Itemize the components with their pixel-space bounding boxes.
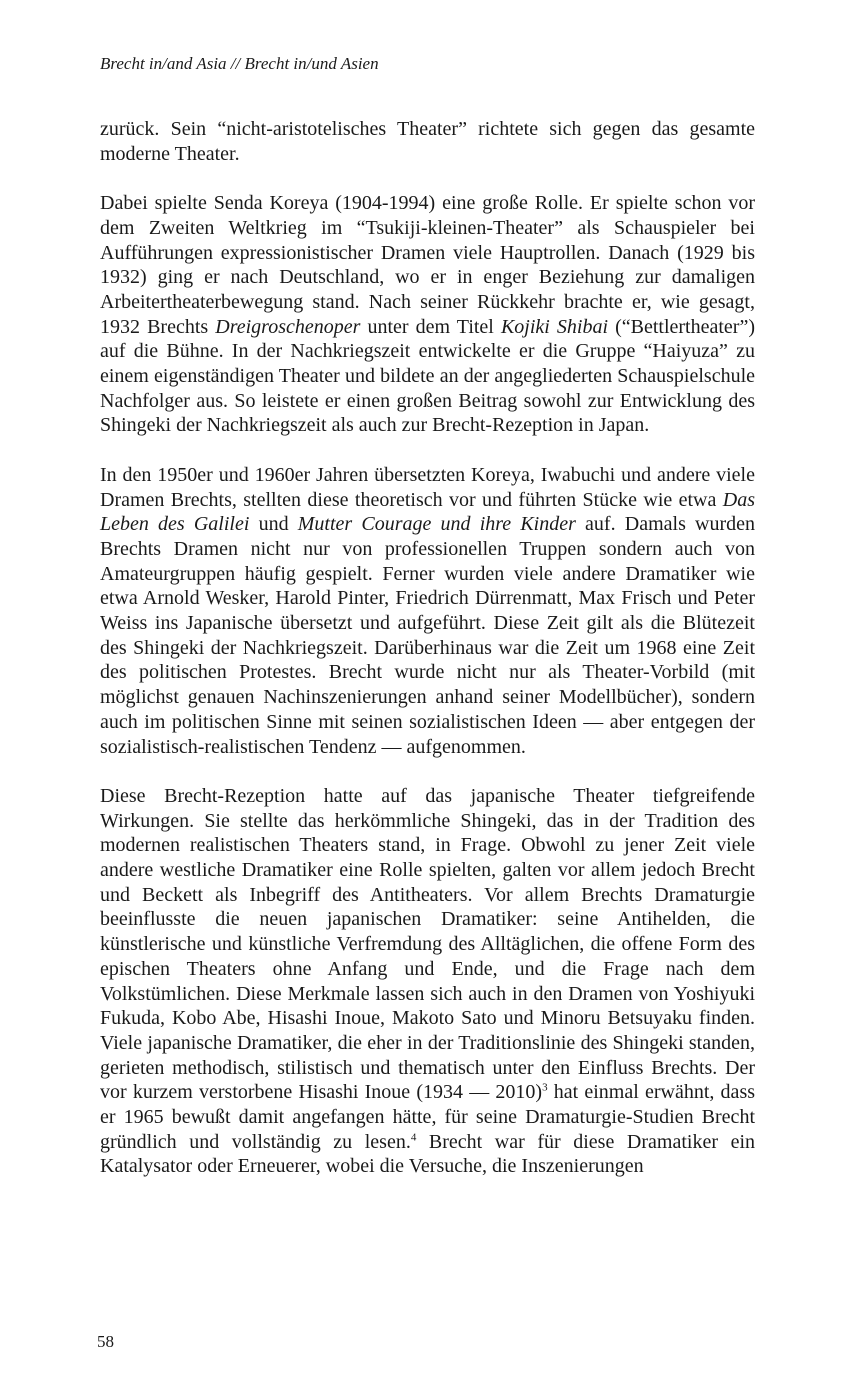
text-run: (“Bettlertheater”) auf die Bühne. In der Nachkriegszeit entwickelte er die Gruppe “Haiyuza” zu einem eigenständigen Theater und bildete an der angegliederten Schauspielschule Nachfolger aus. So leistete er einen großen Beitrag sowohl zur Entwicklung des Shingeki der Nachkriegszeit als auch zur Brecht-Rezeption in Japan. bbox=[100, 315, 755, 437]
text-run: unter dem Titel bbox=[360, 315, 501, 338]
text-run: In den 1950er und 1960er Jahren übersetzten Koreya, Iwabuchi und andere viele Dramen Brechts, stellten diese theoretisch vor und führten Stücke wie etwa bbox=[100, 463, 755, 511]
italic-title: Mutter Courage und ihre Kinder bbox=[297, 513, 576, 536]
page-number: 58 bbox=[97, 1332, 114, 1351]
text-run: Diese Brecht-Rezeption hatte auf das japanische Theater tiefgreifende Wirkungen. Sie stellte das herkömmliche Shingeki, das in der Tradition des modernen realistischen Theaters stand, in Frage. Obwohl zu jener Zeit viele andere westliche Dramatiker eine Rolle spielten, galten vor allem jedoch Brecht und Beckett als Inbegriff des Antitheaters. Vor allem Brechts Dramaturgie beeinflusste die neuen japanischen Dramatiker: seine Antihelden, die künstlerische und künstliche Verfremdung des Alltäglichen, die offene Form des epischen Theaters ohne Anfang und Ende, und die Frage nach dem Volkstümlichen. Diese Merkmale lassen sich auch in den Dramen von Yoshiyuki Fukuda, Kobo Abe, Hisashi Inoue, Makoto Sato und Minoru Betsuyaku finden. Viele japanische Dramatiker, die eher in der Traditionslinie des Shingeki standen, gerieten methodisch, stilistisch und thematisch unter den Einfluss Brechts. Der vor kurzem verstorbene Hisashi Inoue (1934 — 2010) bbox=[100, 784, 755, 1104]
text-run: hat einmal erwähnt, dass er 1965 bewußt damit angefangen hätte, für seine Dramaturgie-Studien Brecht gründlich und vollständig zu lesen. bbox=[100, 1081, 756, 1153]
footnote-marker: 3 bbox=[542, 1081, 548, 1094]
text-run: Brecht war für diese Dramatiker ein Katalysator oder Erneuerer, wobei die Versuche, die Inszenierungen bbox=[100, 1130, 755, 1178]
text-run: zurück. Sein “nicht-aristotelisches Theater” richtete sich gegen das gesamte moderne Theater. bbox=[100, 118, 755, 165]
running-head: Brecht in/and Asia // Brecht in/und Asien bbox=[100, 54, 379, 73]
paragraph bbox=[100, 117, 755, 166]
italic-title: Das Leben des Galilei bbox=[100, 488, 755, 536]
paragraph bbox=[100, 191, 755, 438]
footnote-marker: 4 bbox=[410, 1131, 417, 1144]
italic-title: Kojiki Shibai bbox=[500, 315, 609, 338]
paragraph bbox=[100, 784, 755, 1179]
text-run: und bbox=[249, 513, 298, 536]
paragraph bbox=[100, 463, 755, 759]
italic-title: Dreigroschenoper bbox=[215, 315, 361, 338]
text-run: auf. Damals wurden Brechts Dramen nicht nur von professionellen Truppen sondern auch von Amateurgruppen häufig gespielt. Ferner wurden viele andere Dramatiker wie etwa Arnold Wesker, Harold Pinter, Friedrich Dürrenmatt, Max Frisch und Peter Weiss ins Japanische übersetzt und aufgeführt. Diese Zeit gilt als die Blütezeit des Shingeki der Nachkriegszeit. Darüberhinaus war die Zeit um 1968 eine Zeit des politischen Protestes. Brecht wurde nicht nur als Theater-Vorbild (mit möglichst genauen Nachinszenierungen anhand seiner Modellbücher), sondern auch im politischen Sinne mit seinen sozialistischen Ideen — aber entgegen der sozialistisch-realistischen Tendenz — aufgenommen. bbox=[100, 513, 755, 758]
text-run: Dabei spielte Senda Koreya (1904-1994) eine große Rolle. Er spielte schon vor dem Zweiten Weltkrieg im “Tsukiji-kleinen-Theater” als Schauspieler bei Aufführungen expressionistischer Dramen viele Hauptrollen. Danach (1929 bis 1932) ging er nach Deutschland, wo er in enger Beziehung zur damaligen Arbeitertheaterbewegung stand. Nach seiner Rückkehr brachte er, wie gesagt, 1932 Brechts bbox=[100, 192, 755, 338]
body-text bbox=[100, 117, 755, 1179]
